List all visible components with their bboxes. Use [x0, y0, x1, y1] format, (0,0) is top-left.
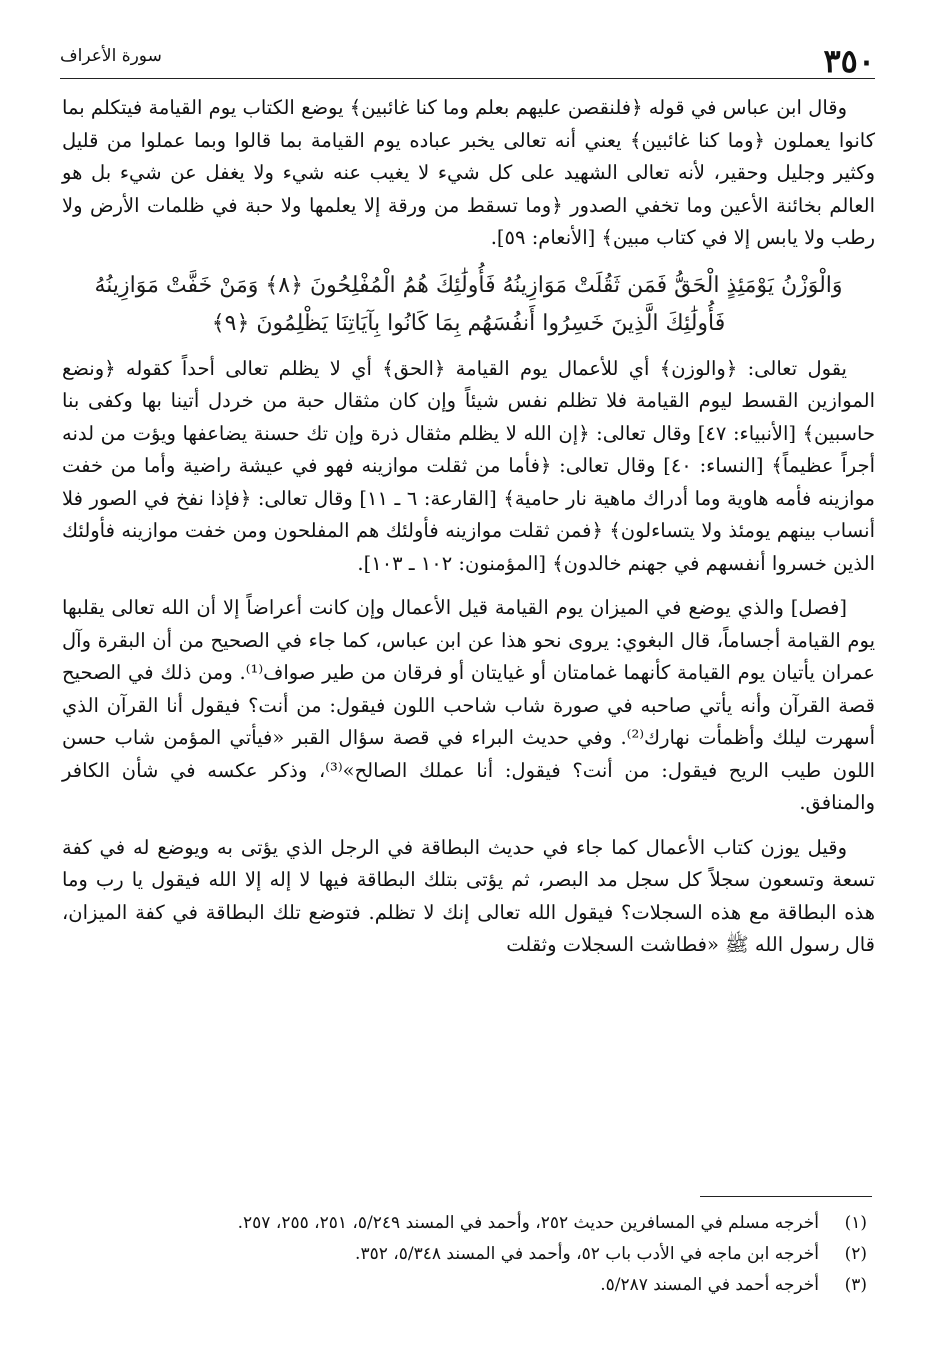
footnote: [62, 1208, 867, 1239]
paragraph-fasl: [فصل] والذي يوضع في الميزان يوم القيامة قيل الأعمال وإن كانت أعراضاً إلا أن الله تعالى يقلبها يوم القيامة أجساماً، قال البغوي: يروى نحو هذا عن ابن عباس، كما جاء في الصحيح من أن البقرة وآل عمران يأتيان يوم القيامة كأنهما غمامتان أو غيايتان أو فرقان من طير صواف⁽¹⁾. ومن ذلك في الصحيح قصة القرآن وأنه يأتي صاحبه في صورة شاب شاحب اللون فيقول: من أنت؟ فيقول أنا القرآن الذي أسهرت ليلك وأظمأت نهارك⁽²⁾. وفي حديث البراء في قصة سؤال القبر «فيأتي المؤمن شاب حسن اللون طيب الريح فيقول: من أنت؟ فيقول: أنا عملك الصالح»⁽³⁾، وذكر عكسه في شأن الكافر والمنافق.: [62, 596, 876, 814]
footnotes: [62, 1208, 867, 1301]
page-header: [60, 38, 875, 79]
footnote-divider: [700, 1196, 872, 1197]
footnote: [62, 1270, 867, 1301]
paragraph-tafsir: يقول تعالى: ﴿والوزن﴾ أي للأعمال يوم القيامة ﴿الحق﴾ أي لا يظلم تعالى أحداً كقوله ﴿ونضع الموازين القسط ليوم القيامة فلا تظلم نفس شيئاً وإن كان مثقال حبة من خردل أتينا بها وكفى بنا حاسبين﴾ [الأنبياء: ٤٧] وقال تعالى: ﴿إن الله لا يظلم مثقال ذرة وإن تك حسنة يضاعفها ويؤت من لدنه أجراً عظيماً﴾ [النساء: ٤٠] وقال تعالى: ﴿فأما من ثقلت موازينه فهو في عيشة راضية وأما من خفت موازينه فأمه هاوية وما أدراك ماهية نار حامية﴾ [القارعة: ٦ ـ ١١] وقال تعالى: ﴿فإذا نفخ في الصور فلا أنساب بينهم يومئذ ولا يتساءلون﴾ ﴿فمن ثقلت موازينه فأولئك هم المفلحون ومن خفت موازينه فأولئك الذين خسروا أنفسهم في جهنم خالدون﴾ [المؤمنون: ١٠٢ ـ ١٠٣].: [62, 356, 876, 575]
footnote-number: (٣): [844, 1275, 867, 1295]
paragraph-ibn-abbas: وقال ابن عباس في قوله ﴿فلنقصن عليهم بعلم وما كنا غائبين﴾ يوضع الكتاب يوم القيامة فيتكلم بما كانوا يعملون ﴿وما كنا غائبين﴾ يعني أنه تعالى يخبر عباده يوم القيامة بما قالوا وبما عملوا من قليل وكثير وجليل وحقير، لأنه تعالى الشهيد على كل شيء لا يغيب عنه شيء ولا يغفل عن شيء بل هو العالم بخائنة الأعين وما تخفي الصدور ﴿وما تسقط من ورقة إلا يعلمها ولا حبة في ظلمات الأرض ولا رطب ولا يابس إلا في كتاب مبين﴾ [الأنعام: ٥٩].: [62, 96, 875, 249]
footnote: [62, 1239, 867, 1270]
footnote-text: أخرجه مسلم في المسافرين حديث ٢٥٢، وأحمد في المسند ٥/٢٤٩، ٢٥١، ٢٥٥، ٢٥٧.: [237, 1213, 819, 1233]
paragraph-bitaqa: وقيل يوزن كتاب الأعمال كما جاء في حديث البطاقة في الرجل الذي يؤتى به ويوضع له في كفة تسعة وتسعون سجلاً كل سجل مد البصر، ثم يؤتى بتلك البطاقة فيها لا إله إلا الله فيقول يا رب وما هذه البطاقة مع هذه السجلات؟ فيقول الله تعالى إنك لا تظلم. فتوضع تلك البطاقة في كفة الميزان، قال رسول الله ﷺ «فطاشت السجلات وثقلت: [62, 835, 875, 956]
footnote-text: أخرجه ابن ماجه في الأدب باب ٥٢، وأحمد في المسند ٥/٣٤٨، ٣٥٢.: [355, 1244, 819, 1264]
page-number: ٣٥٠: [823, 42, 875, 80]
footnote-number: (١): [844, 1213, 867, 1233]
quran-verse: وَالْوَزْنُ يَوْمَئِذٍ الْحَقُّ فَمَن ثَقُلَتْ مَوَازِينُهُ فَأُولَٰئِكَ هُمُ الْمُفْلِحُونَ ﴿٨﴾ وَمَنْ خَفَّتْ مَوَازِينُهُ فَأُولَٰئِكَ الَّذِينَ خَسِرُوا أَنفُسَهُم بِمَا كَانُوا بِآيَاتِنَا يَظْلِمُونَ ﴿٩﴾: [94, 272, 843, 336]
sura-title: سورة الأعراف: [60, 46, 162, 66]
main-text: [62, 92, 875, 974]
footnote-number: (٢): [844, 1244, 867, 1264]
footnote-text: أخرجه أحمد في المسند ٥/٢٨٧.: [600, 1275, 819, 1295]
